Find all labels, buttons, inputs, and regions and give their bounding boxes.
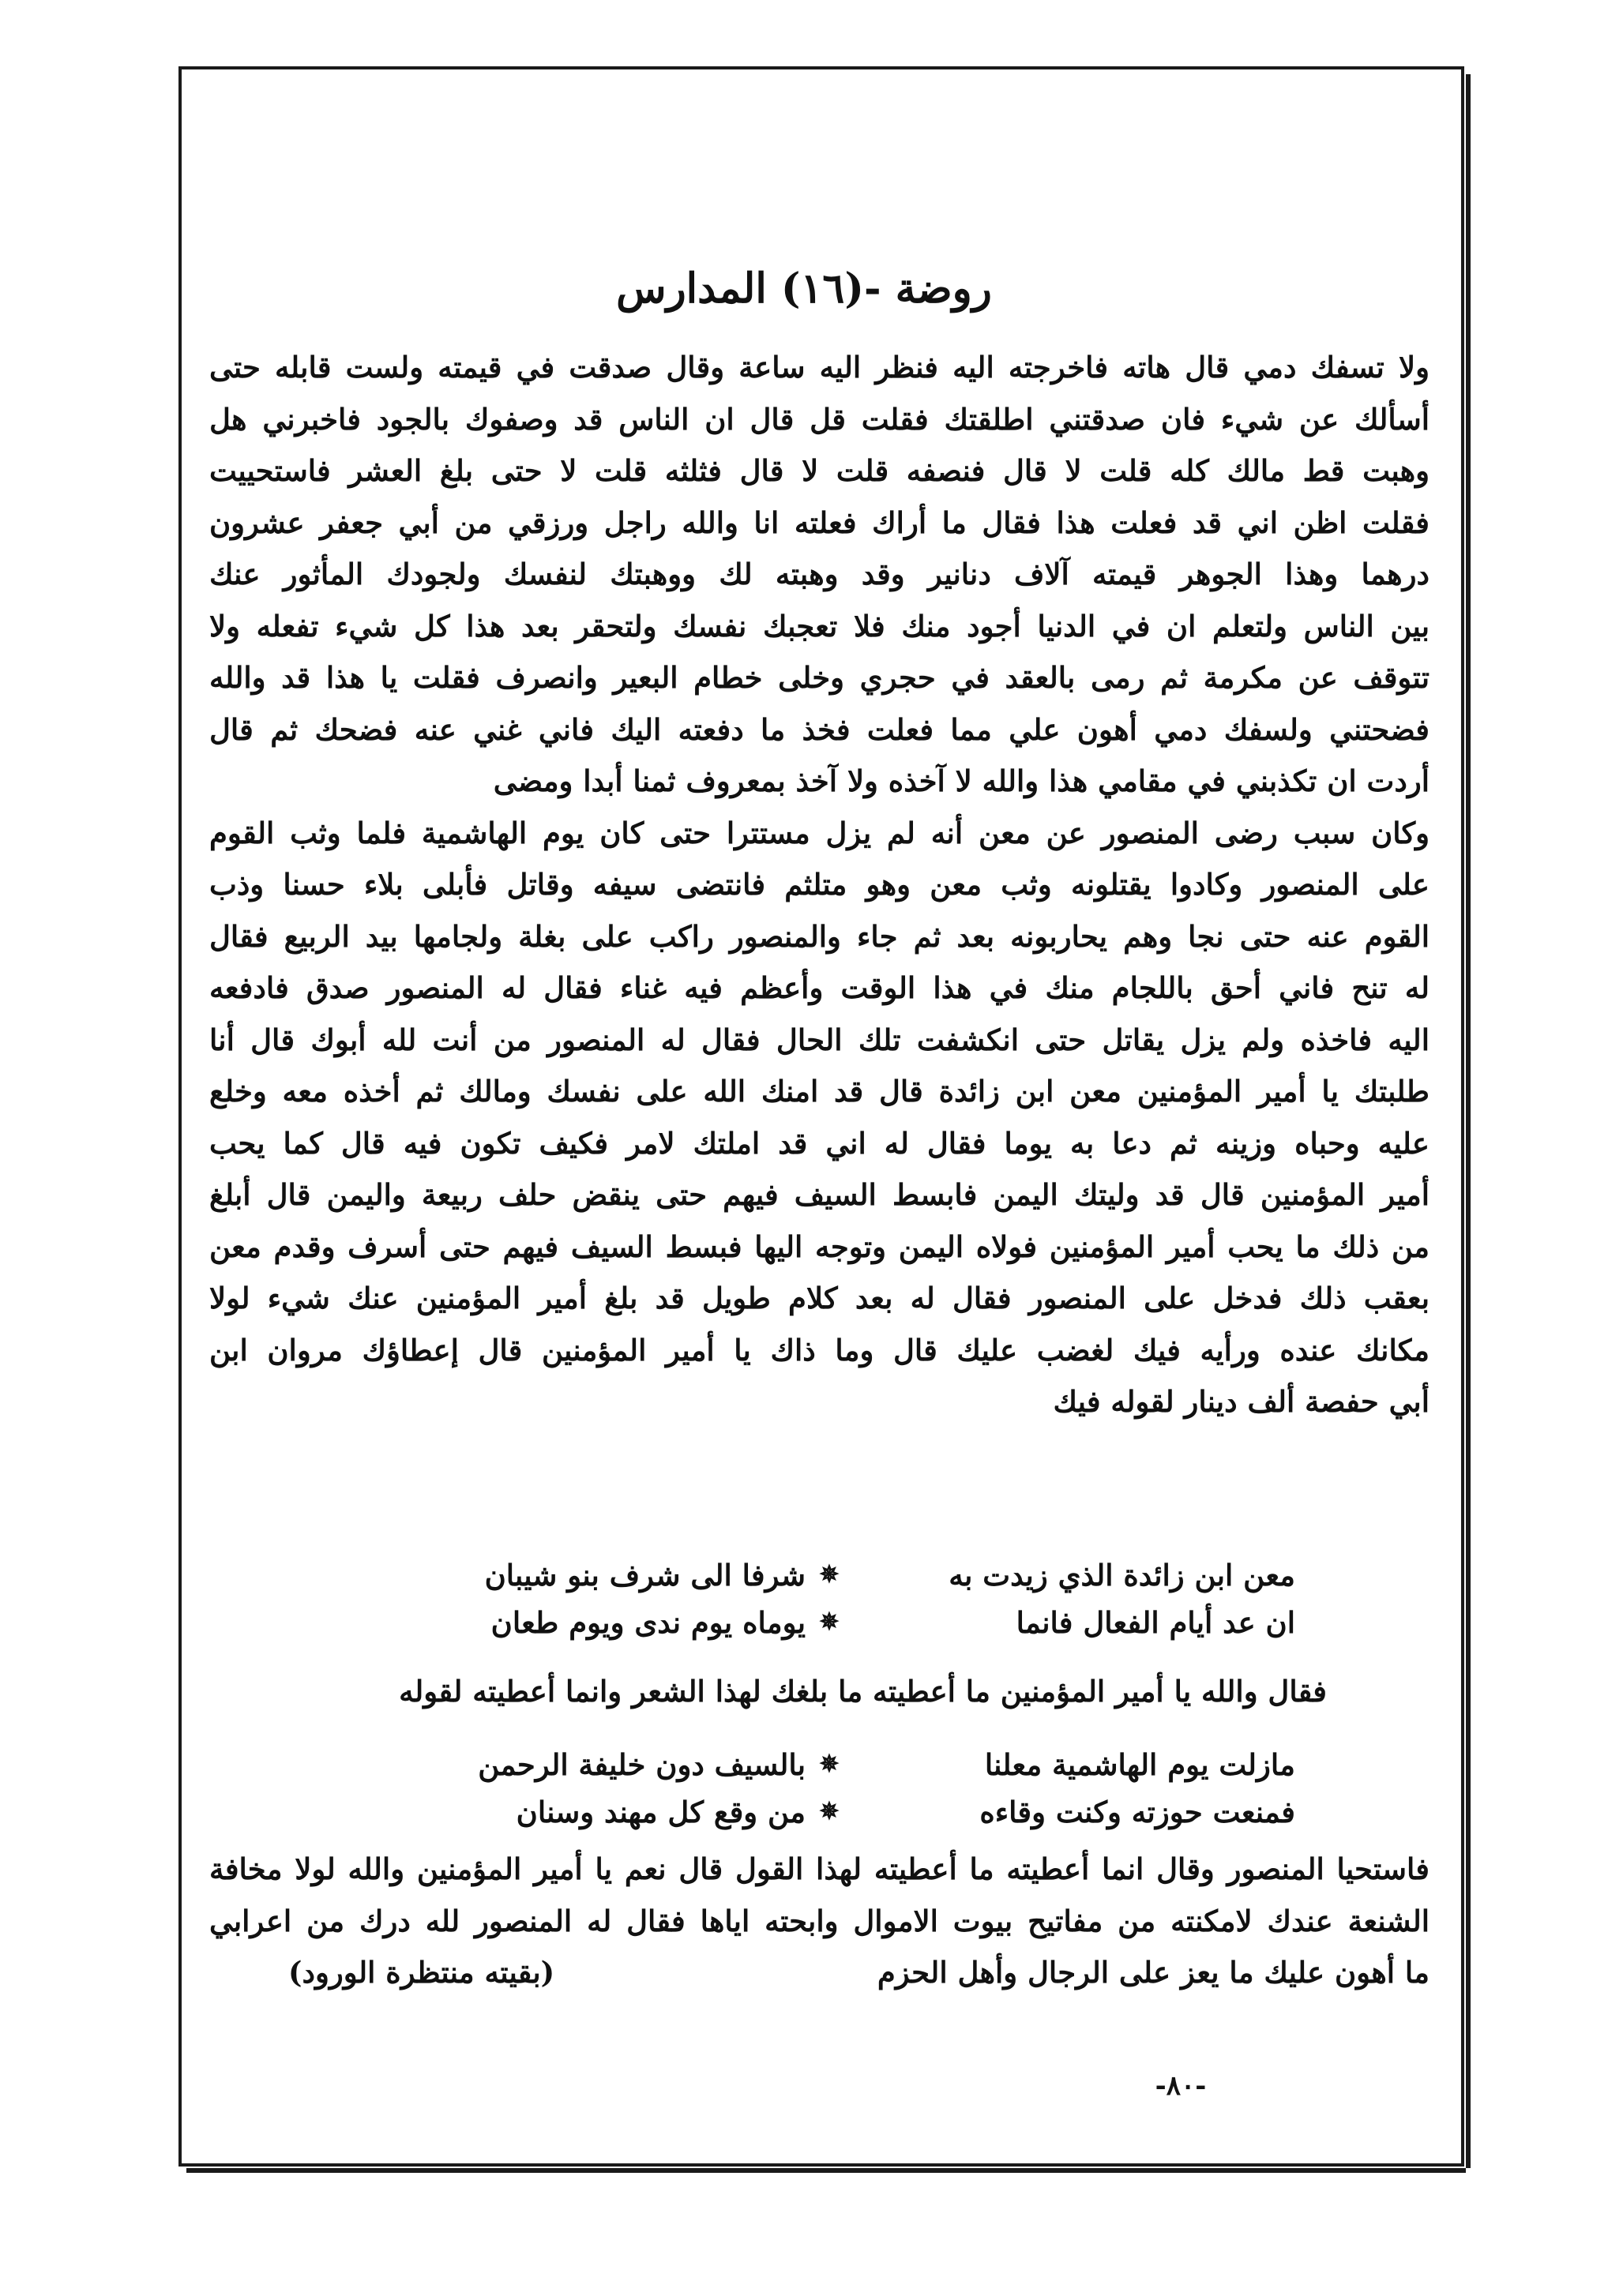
text-line: من ذلك ما يحب أمير المؤمنين فولاه اليمن وتوجه اليها فبسط السيف فيهم حتى أسرف وقدم معن <box>209 1229 1430 1264</box>
verse-first-hemistich: فمنعت حوزته وكنت وقاءه <box>979 1795 1295 1829</box>
poem-verses-2 <box>348 1741 1295 1836</box>
closing-text: ما أهون عليك ما يعز على الرجال وأهل الحزم <box>877 1955 1430 1990</box>
poem-verse <box>348 1551 1295 1599</box>
text-line: وكان سبب رضى المنصور عن معن أنه لم يزل مستترا حتى كان يوم الهاشمية فلما وثب القوم <box>209 815 1430 850</box>
text-line: مكانك عنده ورأيه فيك لغضب عليك قال وما ذاك يا أمير المؤمنين قال إعطاؤك مروان ابن <box>209 1332 1430 1367</box>
page-number: -٨٠- <box>1155 2070 1207 2102</box>
text-line: فاستحيا المنصور وقال انما أعطيته ما أعطيته لهذا القول قال نعم يا أمير المؤمنين والله لولا مخافة <box>209 1851 1430 1886</box>
text-line: بين الناس ولتعلم ان في الدنيا أجود منك فلا تعجبك نفسك ولتحقر بعد هذا كل شيء تفعله ولا <box>209 608 1430 643</box>
poem-verse <box>348 1788 1295 1836</box>
text-line: على المنصور وكادوا يقتلونه وثب معن وهو متلثم فانتضى سيفه وقاتل فأبلى بلاء حسنا وذب <box>209 867 1430 902</box>
text-line: درهما وهذا الجوهر قيمته آلاف دنانير وقد وهبته لك ووهبتك لنفسك ولجودك المأثور عنك <box>209 557 1430 591</box>
text-line: طلبتك يا أمير المؤمنين معن ابن زائدة قال قد امنك الله على نفسك ومالك ثم أخذه معه وخلع <box>209 1074 1430 1109</box>
verse-first-hemistich: مازلت يوم الهاشمية معلنا <box>984 1747 1295 1782</box>
verse-separator-icon: ✵ <box>819 1750 840 1778</box>
text-line: فضحتني ولسفك دمي أهون علي مما فعلت فخذ ما دفعته اليك فاني غني عنه فضحك ثم قال <box>209 711 1430 747</box>
verse-separator-icon: ✵ <box>819 1608 840 1636</box>
verse-second-hemistich: من وقع كل مهند وسنان <box>516 1795 806 1829</box>
text-line: أبي حفصة ألف دينار لقوله فيك <box>1053 1384 1430 1419</box>
closing-paragraph <box>209 1844 1430 1999</box>
text-line: أردت ان تكذبني في مقامي هذا والله لا آخذه ولا آخذ بمعروف ثمنا أبدا ومضى <box>493 763 1430 798</box>
text-line: القوم عنه حتى نجا وهم يحاربونه بعد ثم جاء والمنصور راكب على بغلة ولجامها بيد الربيع فقال <box>209 918 1430 954</box>
verse-separator-icon: ✵ <box>819 1798 840 1825</box>
text-line: تتوقف عن مكرمة ثم رمى بالعقد في حجري وخلى خطام البعير وانصرف فقلت يا هذا قد والله <box>209 660 1430 695</box>
closing-last-line <box>209 1947 1430 1999</box>
poem-verse <box>348 1741 1295 1788</box>
verse-second-hemistich: بالسيف دون خليفة الرحمن <box>478 1747 806 1782</box>
page-header: روضة -(١٦) المدارس <box>616 264 992 313</box>
text-line: وهبت قط مالك كله قلت لا قال فنصفه قلت لا قال فثلثه قلت لا حتى بلغ العشر فاستحييت <box>209 453 1430 488</box>
poem-verse <box>348 1599 1295 1646</box>
verse-second-hemistich: شرفا الى شرف بنو شيبان <box>484 1558 806 1593</box>
text-line: بعقب ذلك فدخل على المنصور فقال له بعد كلام طويل قد بلغ أمير المؤمنين عنك شيء لولا <box>209 1281 1430 1315</box>
text-line: عليه وحباه وزينه ثم دعا به يوما فقال له اني قد املتك لامر فكيف تكون فيه قال كما يحب <box>209 1125 1430 1161</box>
text-line: ولا تسفك دمي قال هاته فاخرجته اليه فنظر اليه ساعة وقال صدقت في قيمته ولست قابله حتى <box>209 350 1430 385</box>
text-line: فقلت اظن اني قد فعلت هذا فقال ما أراك فعلته انا والله راجل ورزقي من أبي جعفر عشرون <box>209 505 1430 540</box>
verse-first-hemistich: ان عد أيام الفعال فانما <box>1016 1605 1295 1640</box>
text-line: أمير المؤمنين قال قد وليتك اليمن فابسط السيف فيهم حتى ينقض حلف ربيعة واليمن قال أبلغ <box>209 1177 1430 1212</box>
verse-first-hemistich: معن ابن زائدة الذي زيدت به <box>949 1558 1295 1593</box>
verse-second-hemistich: يوماه يوم ندى ويوم طعان <box>490 1605 806 1640</box>
text-line: اليه فاخذه ولم يزل يقاتل حتى انكشفت تلك الحال فقال له المنصور من أنت لله أبوك قال أنا <box>209 1022 1430 1057</box>
verse-separator-icon: ✵ <box>819 1561 840 1589</box>
text-line: الشنعة عندك لامكنته من مفاتيح بيوت الاموال وابحته اياها فقال له المنصور لله درك من اعرابي <box>209 1903 1430 1938</box>
body-text <box>209 342 1430 1428</box>
continued-note: (بقيته منتظرة الورود) <box>288 1955 555 1990</box>
poem-verses-1 <box>348 1551 1295 1646</box>
text-line: أسألك عن شيء فان صدقتني اطلقتك فقلت قل قال ان الناس قد وصفوك بالجود فاخبرني هل <box>209 401 1430 437</box>
transition-line: فقال والله يا أمير المؤمنين ما أعطيته ما بلغك لهذا الشعر وانما أعطيته لقوله <box>399 1674 1327 1709</box>
text-line: له تنح فاني أحق باللجام منك في هذا الوقت وأعظم فيه غناء فقال له المنصور صدق فادفعه <box>209 970 1430 1005</box>
